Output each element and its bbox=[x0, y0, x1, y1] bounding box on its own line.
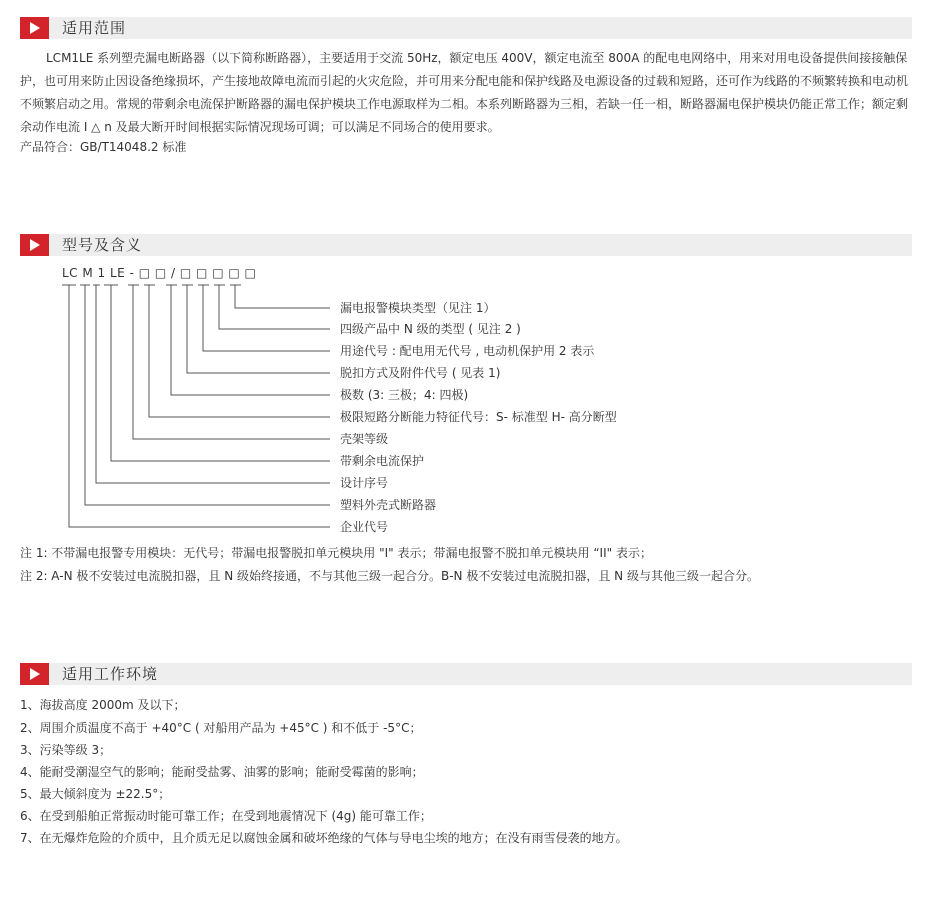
scope-paragraph-text: LCM1LE 系列塑壳漏电断路器（以下简称断路器），主要适用于交流 50Hz，额定电压 400V，额定电流至 800A 的配电电网络中，用来对用电设备提供间接接触保护，也可用来防止因设备绝缘损坏，产生接地故障电流而引起的火灾危险，并可用来分配电能和保护线路及电源设备的过载和短路，还可作为线路的不频繁转换和电动机不频繁启动之用。常规的带剩余电流保护断路器的漏电保护模块工作电源取样为二相。本系列断路器为三相，若缺一任一相，断路器漏电保护模块仍能正常工作；额定剩余动作电流 I △ n 及最大断开时间根据实际情况现场可调；可以满足不同场合的使用要求。 bbox=[20, 51, 909, 134]
leader-line bbox=[203, 285, 330, 351]
section-title-environment: 适用工作环境 bbox=[62, 665, 159, 683]
legend-label: 脱扣方式及附件代号 ( 见表 1) bbox=[340, 366, 501, 380]
legend-label: 极数 (3: 三极；4: 四极) bbox=[340, 388, 469, 402]
environment-item: 1、海拔高度 2000m 及以下； bbox=[20, 698, 186, 712]
section-title-scope: 适用范围 bbox=[62, 19, 127, 37]
section-header-environment bbox=[20, 663, 912, 685]
legend-label: 设计序号 bbox=[340, 476, 389, 490]
note-1: 注 1: 不带漏电报警专用模块：无代号；带漏电报警脱扣单元模块用 "I" 表示；带漏电报警不脱扣单元模块用 “II" 表示； bbox=[20, 546, 652, 560]
section-marker bbox=[20, 663, 49, 685]
legend-label: 壳架等级 bbox=[340, 432, 389, 446]
legend-label: 塑料外壳式断路器 bbox=[340, 498, 437, 512]
model-code: LC M 1 LE - □ □ / □ □ □ □ □ bbox=[62, 266, 257, 280]
leader-line bbox=[96, 285, 330, 483]
legend-label: 企业代号 bbox=[340, 520, 389, 534]
legend-label: 四级产品中 N 级的类型 ( 见注 2 ) bbox=[340, 322, 521, 336]
play-triangle-icon bbox=[30, 668, 40, 680]
environment-item: 7、在无爆炸危险的介质中，且介质无足以腐蚀金属和破坏绝缘的气体与导电尘埃的地方；在没有雨雪侵袭的地方。 bbox=[20, 831, 628, 845]
legend-label: 用途代号 : 配电用无代号 , 电动机保护用 2 表示 bbox=[340, 344, 595, 358]
legend-label: 极限短路分断能力特征代号：S- 标准型 H- 高分断型 bbox=[340, 410, 617, 424]
environment-item: 6、在受到船舶正常振动时能可靠工作；在受到地震情况下 (4g) 能可靠工作； bbox=[20, 809, 432, 823]
section-title-model: 型号及含义 bbox=[62, 236, 143, 254]
environment-item: 2、周围介质温度不高于 +40°C ( 对船用产品为 +45°C ) 和不低于 -5°C； bbox=[20, 721, 422, 735]
environment-item: 4、能耐受潮湿空气的影响；能耐受盐雾、油雾的影响；能耐受霉菌的影响； bbox=[20, 765, 424, 779]
leader-line bbox=[219, 285, 330, 329]
leader-line bbox=[235, 285, 330, 308]
note-2: 注 2: A-N 极不安装过电流脱扣器，且 N 级始终接通，不与其他三级一起合分。B-N 极不安装过电流脱扣器，且 N 级与其他三级一起合分。 bbox=[20, 569, 759, 583]
scope-standard: 产品符合：GB/T14048.2 标准 bbox=[20, 140, 187, 154]
environment-item: 3、污染等级 3； bbox=[20, 743, 112, 757]
leader-line bbox=[171, 285, 330, 395]
legend-label: 漏电报警模块类型（见注 1） bbox=[340, 301, 496, 315]
leader-line bbox=[69, 285, 330, 527]
environment-item: 5、最大倾斜度为 ±22.5°； bbox=[20, 787, 171, 801]
legend-label: 带剩余电流保护 bbox=[340, 454, 425, 468]
